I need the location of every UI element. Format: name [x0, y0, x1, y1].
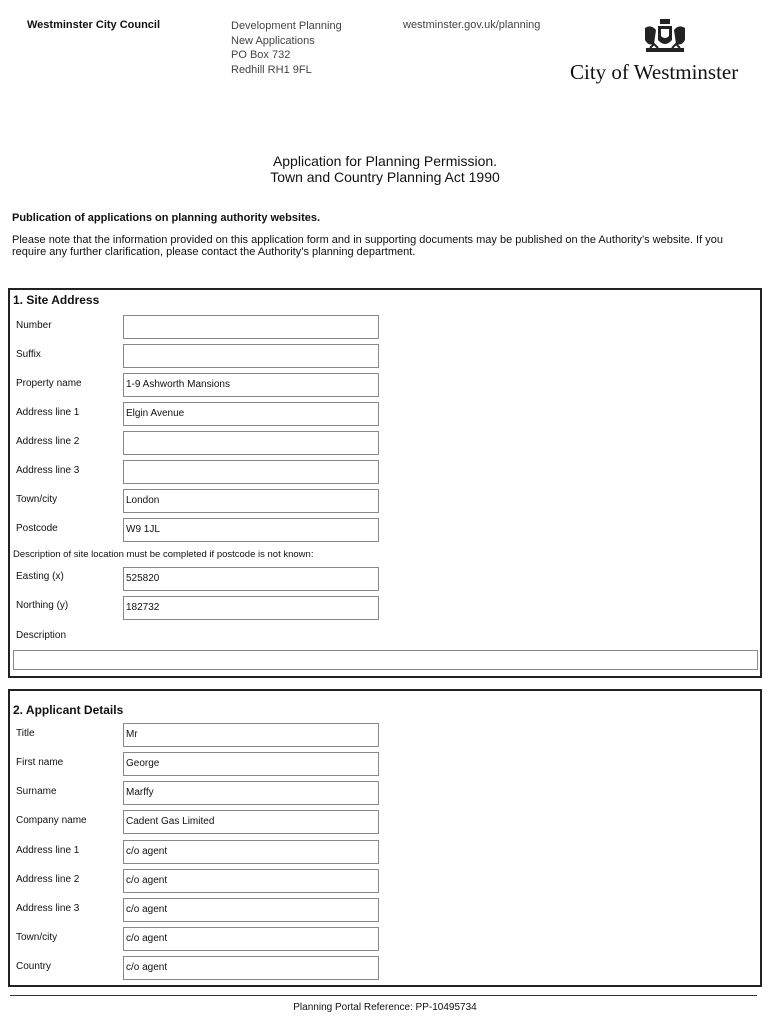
company-name-field[interactable]: Cadent Gas Limited	[123, 810, 379, 834]
dept-line: Development Planning	[231, 20, 342, 32]
address-line-2-field[interactable]	[123, 431, 379, 455]
form-title: Application for Planning Permission.	[272, 153, 498, 169]
field-label: Address line 2	[16, 436, 80, 447]
field-label: Town/city	[16, 494, 58, 505]
city-of-westminster-logo: City of Westminster	[570, 60, 739, 84]
footer-divider	[10, 995, 757, 996]
dept-line: PO Box 732	[231, 49, 291, 61]
dept-line: New Applications	[231, 34, 315, 47]
easting-field[interactable]: 525820	[123, 567, 379, 591]
council-name: Westminster City Council	[27, 19, 161, 31]
field-label: Description	[16, 630, 67, 641]
section-title: 1. Site Address	[13, 293, 100, 307]
publication-text: Please note that the information provided on this application form and in supporting documents may be published on the Authority’s website. If you require any further clarification, please contact the Authority’s planning department.	[12, 234, 723, 258]
property-name-field[interactable]: 1-9 Ashworth Mansions	[123, 373, 379, 397]
applicant-town-city-field[interactable]: c/o agent	[123, 927, 379, 951]
applicant-country-field[interactable]: c/o agent	[123, 956, 379, 980]
form-subtitle: Town and Country Planning Act 1990	[270, 169, 500, 185]
department-address	[231, 19, 342, 77]
address-line-1-field[interactable]: Elgin Avenue	[123, 402, 379, 426]
field-label: Surname	[16, 786, 57, 797]
field-label: Country	[16, 961, 52, 972]
field-label: Suffix	[16, 349, 41, 360]
applicant-address-line-2-field[interactable]: c/o agent	[123, 869, 379, 893]
dept-line: Redhill RH1 9FL	[231, 63, 312, 76]
portal-reference: Planning Portal Reference: PP-10495734	[293, 1002, 477, 1013]
section-title: 2. Applicant Details	[13, 703, 124, 717]
field-label: Easting (x)	[16, 571, 64, 582]
town-city-field[interactable]: London	[123, 489, 379, 513]
northing-field[interactable]: 182732	[123, 596, 379, 620]
field-label: Town/city	[16, 932, 58, 943]
applicant-address-line-1-field[interactable]: c/o agent	[123, 840, 379, 864]
suffix-field[interactable]	[123, 344, 379, 368]
site-address-section	[8, 288, 762, 678]
field-label: Northing (y)	[16, 600, 69, 611]
location-note: Description of site location must be completed if postcode is not known:	[13, 549, 314, 560]
field-label: Number	[16, 320, 52, 331]
field-label: Address line 1	[16, 407, 80, 418]
address-line-3-field[interactable]	[123, 460, 379, 484]
publication-heading: Publication of applications on planning authority websites.	[12, 212, 321, 224]
applicant-address-line-3-field[interactable]: c/o agent	[123, 898, 379, 922]
description-field[interactable]	[13, 650, 758, 670]
field-label: Company name	[16, 815, 87, 826]
surname-field[interactable]: Marffy	[123, 781, 379, 805]
number-field[interactable]	[123, 315, 379, 339]
field-label: Property name	[16, 378, 82, 389]
field-label: Address line 1	[16, 845, 80, 856]
field-label: Address line 3	[16, 465, 80, 476]
first-name-field[interactable]: George	[123, 752, 379, 776]
postcode-field[interactable]: W9 1JL	[123, 518, 379, 542]
field-label: Postcode	[16, 523, 58, 534]
applicant-details-section	[8, 689, 762, 987]
field-label: Title	[16, 728, 35, 739]
website-link[interactable]: westminster.gov.uk/planning	[403, 19, 541, 31]
field-label: Address line 2	[16, 874, 80, 885]
coat-of-arms-icon	[640, 18, 690, 58]
title-field[interactable]: Mr	[123, 723, 379, 747]
field-label: Address line 3	[16, 903, 80, 914]
field-label: First name	[16, 757, 64, 768]
